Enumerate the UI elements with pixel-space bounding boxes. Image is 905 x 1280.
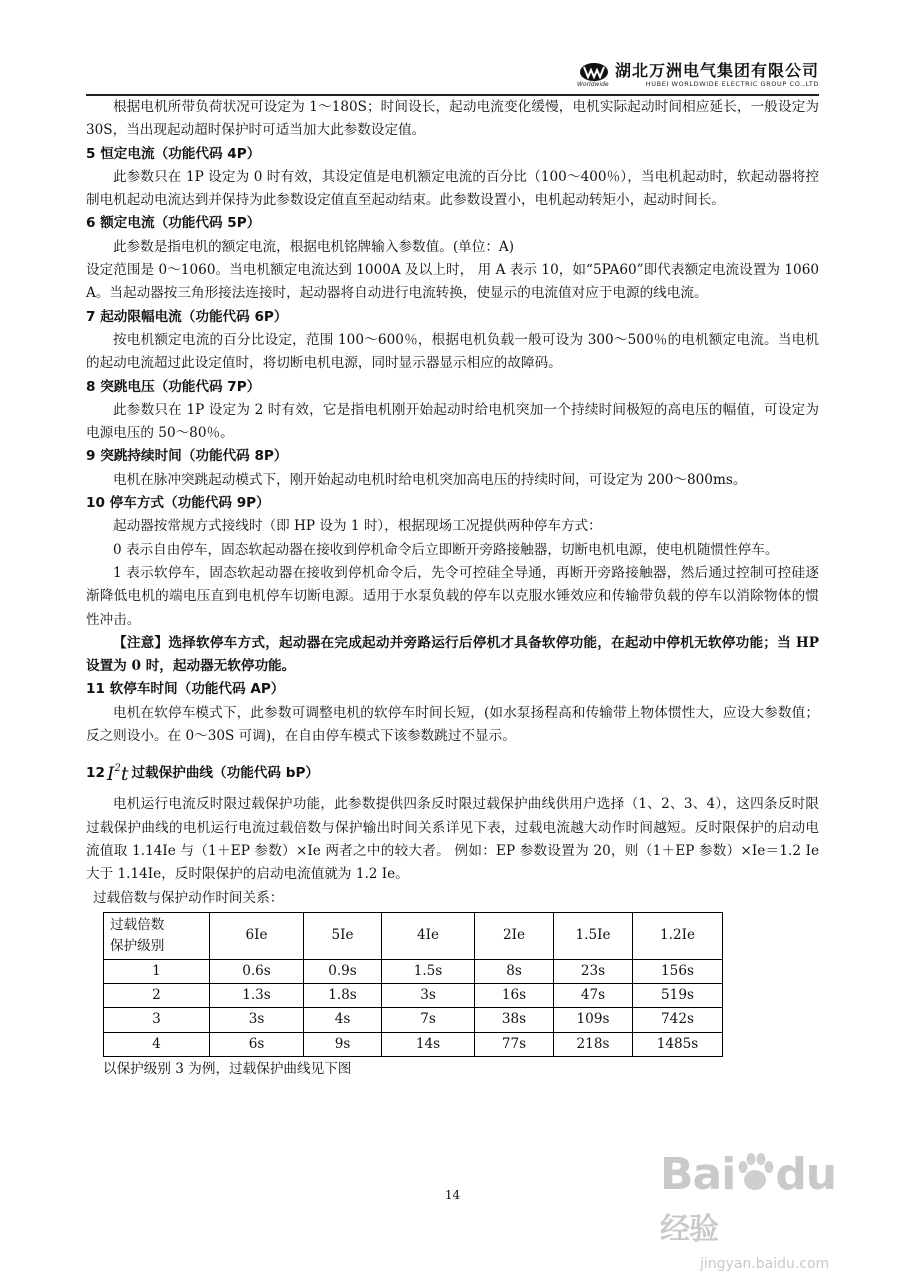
table-cell: 23s — [554, 959, 633, 983]
table-cell: 8s — [475, 959, 554, 983]
section-5-heading: 5 恒定电流（功能代码 4P） — [86, 145, 261, 162]
table-footnote: 以保护级别 3 为例，过载保护曲线见下图 — [103, 1060, 352, 1077]
table-cell: 3s — [210, 1008, 304, 1032]
section-6-body-2: 设定范围是 0～1060。当电机额定电流达到 1000A 及以上时， 用 A 表示 10，如“5PA60”即代表额定电流设置为 1060 A。当起动器按三角形接法连接时，起动器将自动进行电流转换，使显示的电流值对应于电源的线电流。 — [86, 262, 819, 302]
section-11-body: 电机在软停车模式下，此参数可调整电机的软停车时间长短，(如水泵扬程高和传输带上物体惯性大，应设大参数值；反之则设小。在 0～30S 可调)，在自由停车模式下该参数跳过不显示。 — [86, 704, 819, 745]
table-cell: 1485s — [633, 1032, 723, 1056]
section-8-body: 此参数只在 1P 设定为 2 时有效，它是指电机刚开始起动时给电机突加一个持续时间极短的高电压的幅值，可设定为电源电压的 50～80％。 — [86, 401, 819, 442]
row-level: 3 — [104, 1008, 210, 1032]
page-number: 14 — [444, 1188, 461, 1202]
section-10-body-3: 1 表示软停车，固态软起动器在接收到停机命令后，先令可控硅全导通，再断开旁路接触器，然后通过控制可控硅逐渐降低电机的端电压直到电机停车切断电源。适用于水泵负载的停车以克服水锤效应和传输带负载的停车以消除物体的惯性冲击。 — [86, 564, 819, 628]
table-cell: 7s — [382, 1008, 475, 1032]
section-5-body: 此参数只在 1P 设定为 0 时有效，其设定值是电机额定电流的百分比（100～400％），当电机起动时，软起动器将控制电机起动电流达到并保持为此参数设定值直至起动结束。此参数设置小，电机起动转矩小，起动时间长。 — [86, 168, 819, 209]
page-header — [86, 60, 819, 96]
section-7-body: 按电机额定电流的百分比设定，范围 100～600％，根据电机负载一般可设为 300～500％的电机额定电流。当电机的起动电流超过此设定值时，将切断电机电源，同时显示器显示相应的故障码。 — [86, 331, 819, 372]
section-10-body-2: 0 表示自由停车，固态软起动器在接收到停机命令后立即断开旁路接触器，切断电机电源，使电机随惯性停车。 — [113, 541, 779, 558]
section-9-heading: 9 突跳持续时间（功能代码 8P） — [86, 448, 288, 465]
table-cell: 0.9s — [304, 959, 382, 983]
column-header: 6Ie — [210, 912, 304, 959]
company-name-en: HUBEI WORLDWIDE ELECTRIC GROUP CO.,LTD — [645, 80, 819, 88]
company-name-cn: 湖北万洲电气集团有限公司 — [614, 61, 819, 80]
overload-table — [103, 912, 723, 1057]
table-cell: 1.3s — [210, 984, 304, 1008]
row-level: 1 — [104, 959, 210, 983]
row-level: 2 — [104, 984, 210, 1008]
baidu-watermark — [660, 1149, 865, 1272]
watermark-logo — [660, 1150, 865, 1255]
section-10-body-1: 起动器按常规方式接线时（即 HP 设为 1 时），根据现场工况提供两种停车方式： — [113, 518, 602, 535]
section-12-body: 电机运行电流反时限过载保护功能，此参数提供四条反时限过载保护曲线供用户选择（1、2、3、4），这四条反时限过载保护曲线的电机运行电流过载倍数与保护输出时间关系详见下表，过载电流越大动作时间越短。反时限保护的启动电流值取 1.14Ie 与（1＋EP 参数）×Ie 两者之中的较大者。 例如：EP 参数设置为 20，则（1＋EP 参数）×Ie＝1.2 Ie 大于 1.14Ie，反时限保护的启动电流值就为 1.2 Ie。 — [86, 796, 819, 883]
column-header: 5Ie — [304, 912, 382, 959]
section-12-heading — [86, 758, 819, 785]
section-12-number: 12 — [86, 765, 105, 782]
table-cell: 519s — [633, 984, 723, 1008]
table-cell: 6s — [210, 1032, 304, 1056]
logo-small-text: Worldwide — [576, 81, 609, 88]
document-body — [86, 96, 819, 1081]
i2t-symbol-t: t — [120, 763, 129, 786]
section-8-heading: 8 突跳电压（功能代码 7P） — [86, 378, 261, 395]
column-header: 4Ie — [382, 912, 475, 959]
table-cell: 742s — [633, 1008, 723, 1032]
table-cell: 16s — [475, 984, 554, 1008]
table-cell: 14s — [382, 1032, 475, 1056]
corner-label-overload: 过载倍数 — [110, 916, 165, 933]
watermark-url: jingyan.baidu.com — [700, 1256, 830, 1272]
table-cell: 38s — [475, 1008, 554, 1032]
table-cell: 1.5s — [382, 959, 475, 983]
section-11-heading: 11 软停车时间（功能代码 AP） — [86, 681, 285, 698]
column-header: 2Ie — [475, 912, 554, 959]
i2t-symbol-exponent: 2 — [114, 763, 121, 775]
row-level: 4 — [104, 1032, 210, 1056]
table-cell: 47s — [554, 984, 633, 1008]
watermark-text-cn: 经验 — [660, 1212, 718, 1247]
table-row — [104, 1032, 723, 1056]
section-7-heading: 7 起动限幅电流（功能代码 6P） — [86, 308, 288, 325]
i2t-symbol-i: I — [106, 763, 115, 786]
table-header-row — [104, 912, 723, 959]
table-cell: 0.6s — [210, 959, 304, 983]
table-cell: 156s — [633, 959, 723, 983]
paw-icon — [735, 1150, 775, 1194]
section-9-body: 电机在脉冲突跳起动模式下，刚开始起动电机时给电机突加高电压的持续时间，可设定为 200～800ms。 — [113, 471, 747, 488]
section-6-body-1: 此参数是指电机的额定电流，根据电机铭牌输入参数值。(单位：A) — [113, 238, 515, 255]
table-cell: 4s — [304, 1008, 382, 1032]
section-12-title: 过载保护曲线（功能代码 bP） — [131, 765, 320, 782]
table-caption: 过载倍数与保护动作时间关系： — [93, 889, 284, 906]
table-row — [104, 1008, 723, 1032]
table-corner-cell — [104, 912, 210, 959]
table-cell: 218s — [554, 1032, 633, 1056]
watermark-text-du: du — [775, 1149, 837, 1200]
table-cell: 1.8s — [304, 984, 382, 1008]
section-10-note: 【注意】选择软停车方式，起动器在完成起动并旁路运行后停机才具备软停功能，在起动中停机无软停功能；当 HP 设置为 0 时，起动器无软停功能。 — [86, 634, 819, 675]
table-row — [104, 959, 723, 983]
table-cell: 9s — [304, 1032, 382, 1056]
corner-label-level: 保护级别 — [110, 937, 165, 954]
column-header: 1.5Ie — [554, 912, 633, 959]
watermark-text-bai: Bai — [660, 1149, 736, 1200]
table-cell: 77s — [475, 1032, 554, 1056]
section-10-heading: 10 停车方式（功能代码 9P） — [86, 495, 270, 512]
table-row — [104, 984, 723, 1008]
intro-paragraph: 根据电机所带负荷状况可设定为 1～180S；时间设长，起动电流变化缓慢，电机实际起动时间相应延长，一般设定为 30S，当出现起动超时保护时可适当加大此参数设定值。 — [86, 99, 819, 139]
column-header: 1.2Ie — [633, 912, 723, 959]
table-cell: 109s — [554, 1008, 633, 1032]
worldwide-logo-icon — [576, 62, 609, 88]
company-logo — [576, 61, 819, 89]
section-6-heading: 6 额定电流（功能代码 5P） — [86, 215, 261, 232]
table-cell: 3s — [382, 984, 475, 1008]
i2t-symbol — [107, 758, 129, 785]
